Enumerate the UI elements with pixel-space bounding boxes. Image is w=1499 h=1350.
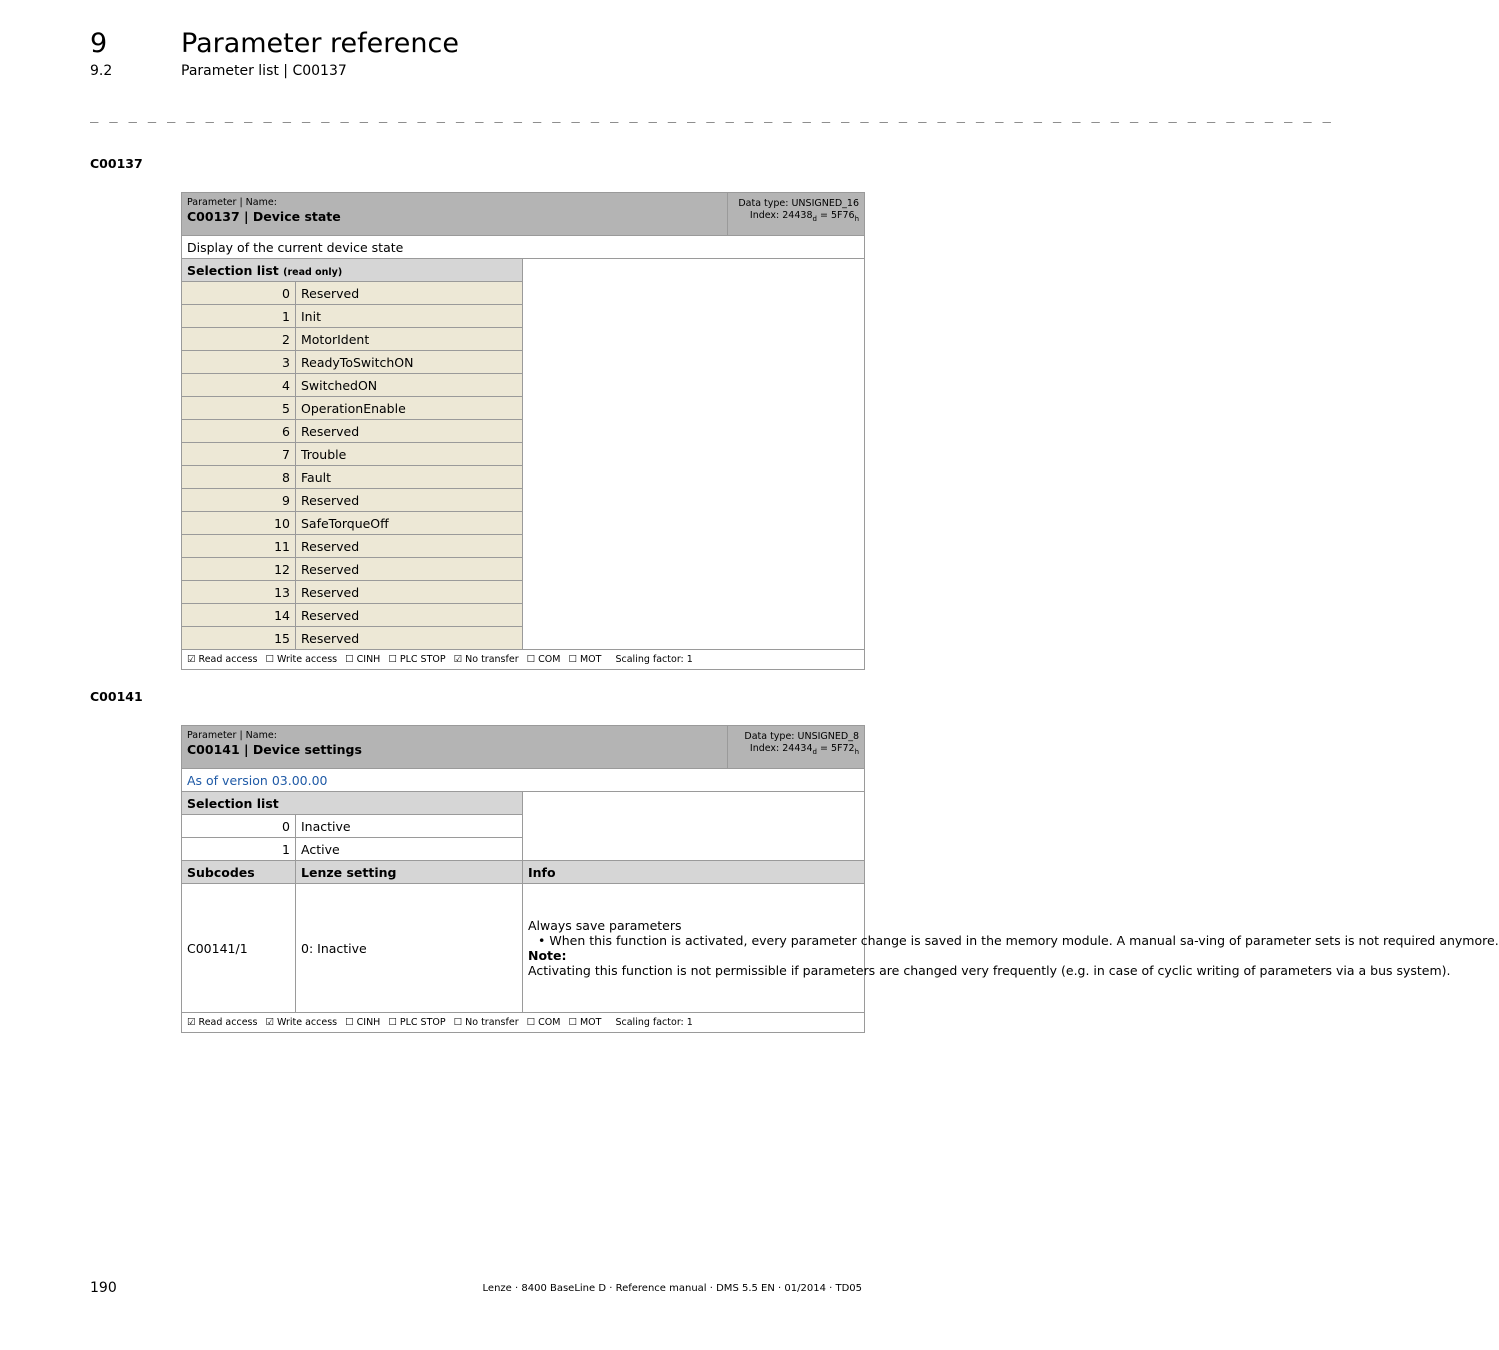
selection-list-header: Selection list (read only) — [182, 259, 523, 282]
subcode-cell: C00141/1 — [182, 884, 296, 1013]
selection-value: 10 — [182, 512, 296, 535]
col-subcodes: Subcodes — [182, 861, 296, 884]
selection-label: MotorIdent — [296, 328, 523, 351]
selection-value: 6 — [182, 420, 296, 443]
c00137-description: Display of the current device state — [182, 236, 865, 259]
param-name-label: Parameter | Name: — [187, 197, 277, 208]
note-label: Note: — [528, 948, 567, 963]
col-info: Info — [523, 861, 865, 884]
selection-label: Reserved — [296, 627, 523, 650]
selection-value: 5 — [182, 397, 296, 420]
chapter-number: 9 — [90, 28, 108, 59]
selection-value: 13 — [182, 581, 296, 604]
selection-label: Active — [296, 838, 523, 861]
c00141-access-footer: ☑ Read access ☑ Write access ☐ CINH ☐ PLC STOP ☐ No transfer ☐ COM ☐ MOT Scaling factor: 1 — [182, 1013, 865, 1033]
selection-label: Fault — [296, 466, 523, 489]
c00137-access-footer: ☑ Read access ☐ Write access ☐ CINH ☐ PLC STOP ☑ No transfer ☐ COM ☐ MOT Scaling factor: 1 — [182, 650, 865, 670]
c00137-type-cell — [728, 193, 865, 236]
page-footer: Lenze · 8400 BaseLine D · Reference manual · DMS 5.5 EN · 01/2014 · TD05 — [482, 1283, 862, 1294]
c00137-parameter-table — [181, 192, 865, 670]
index: Index: $24438_d = 5F76_h$ — [749, 210, 859, 223]
selection-value: 0 — [182, 815, 296, 838]
c00137-header-row — [182, 193, 865, 236]
selection-label: Reserved — [296, 604, 523, 627]
c00141-name-cell — [182, 726, 728, 769]
selection-value: 2 — [182, 328, 296, 351]
section-number: 9.2 — [90, 63, 113, 79]
selection-value: 0 — [182, 282, 296, 305]
selection-label: Reserved — [296, 489, 523, 512]
version-link[interactable]: As of version 03.00.00 — [182, 769, 865, 792]
selection-label: OperationEnable — [296, 397, 523, 420]
c00141-heading: C00141 — [90, 689, 143, 704]
note-text: Activating this function is not permissible if parameters are changed very frequently (e.g. in case of cyclic writing of parameters via a bus system). — [528, 963, 1451, 978]
section-title: Parameter list | C00137 — [181, 63, 347, 79]
selection-value: 12 — [182, 558, 296, 581]
selection-value: 1 — [182, 838, 296, 861]
selection-label: Init — [296, 305, 523, 328]
info-title: Always save parameters — [528, 918, 682, 933]
selection-label: Inactive — [296, 815, 523, 838]
selection-label: SwitchedON — [296, 374, 523, 397]
selection-label: Reserved — [296, 282, 523, 305]
selection-value: 15 — [182, 627, 296, 650]
param-name-label: Parameter | Name: — [187, 730, 277, 741]
selection-list-header: Selection list — [182, 792, 523, 815]
col-lenze-setting: Lenze setting — [296, 861, 523, 884]
chapter-title: Parameter reference — [181, 28, 459, 59]
param-name: C00141 | Device settings — [187, 742, 362, 757]
selection-label: Reserved — [296, 420, 523, 443]
selection-value: 11 — [182, 535, 296, 558]
selection-value: 4 — [182, 374, 296, 397]
header-separator: _ _ _ _ _ _ _ _ _ _ _ _ _ _ _ _ _ _ _ _ _ _ _ _ _ _ _ _ _ _ _ _ _ _ _ _ _ _ _ _ _ _ _ _ _ _ _ _ _ _ _ _ _ _ _ _ _ _ _ _ _ _ _ _ _ — [90, 107, 1333, 123]
c00137-heading: C00137 — [90, 156, 143, 171]
c00137-name-cell — [182, 193, 728, 236]
selection-label: Reserved — [296, 558, 523, 581]
lenze-setting-cell: 0: Inactive — [296, 884, 523, 1013]
selection-value: 14 — [182, 604, 296, 627]
info-bullet: • When this function is activated, every parameter change is saved in the memory module. A manual sa-ving of parameter sets is not required anymore. — [546, 933, 859, 948]
selection-label: Trouble — [296, 443, 523, 466]
selection-value: 7 — [182, 443, 296, 466]
selection-value: 1 — [182, 305, 296, 328]
param-name: C00137 | Device state — [187, 209, 341, 224]
selection-label: SafeTorqueOff — [296, 512, 523, 535]
blank-area — [523, 259, 865, 650]
info-cell — [523, 884, 1499, 1013]
c00141-parameter-table — [181, 725, 1499, 1033]
selection-label: ReadyToSwitchON — [296, 351, 523, 374]
data-type: Data type: UNSIGNED_8 — [744, 731, 859, 742]
selection-label: Reserved — [296, 581, 523, 604]
selection-value: 9 — [182, 489, 296, 512]
data-type: Data type: UNSIGNED_16 — [738, 198, 859, 209]
selection-value: 3 — [182, 351, 296, 374]
selection-label: Reserved — [296, 535, 523, 558]
c00141-type-cell — [728, 726, 865, 769]
index: Index: $24434_d = 5F72_h$ — [749, 743, 859, 756]
selection-value: 8 — [182, 466, 296, 489]
blank-area — [523, 792, 865, 861]
page-number: 190 — [90, 1280, 117, 1296]
